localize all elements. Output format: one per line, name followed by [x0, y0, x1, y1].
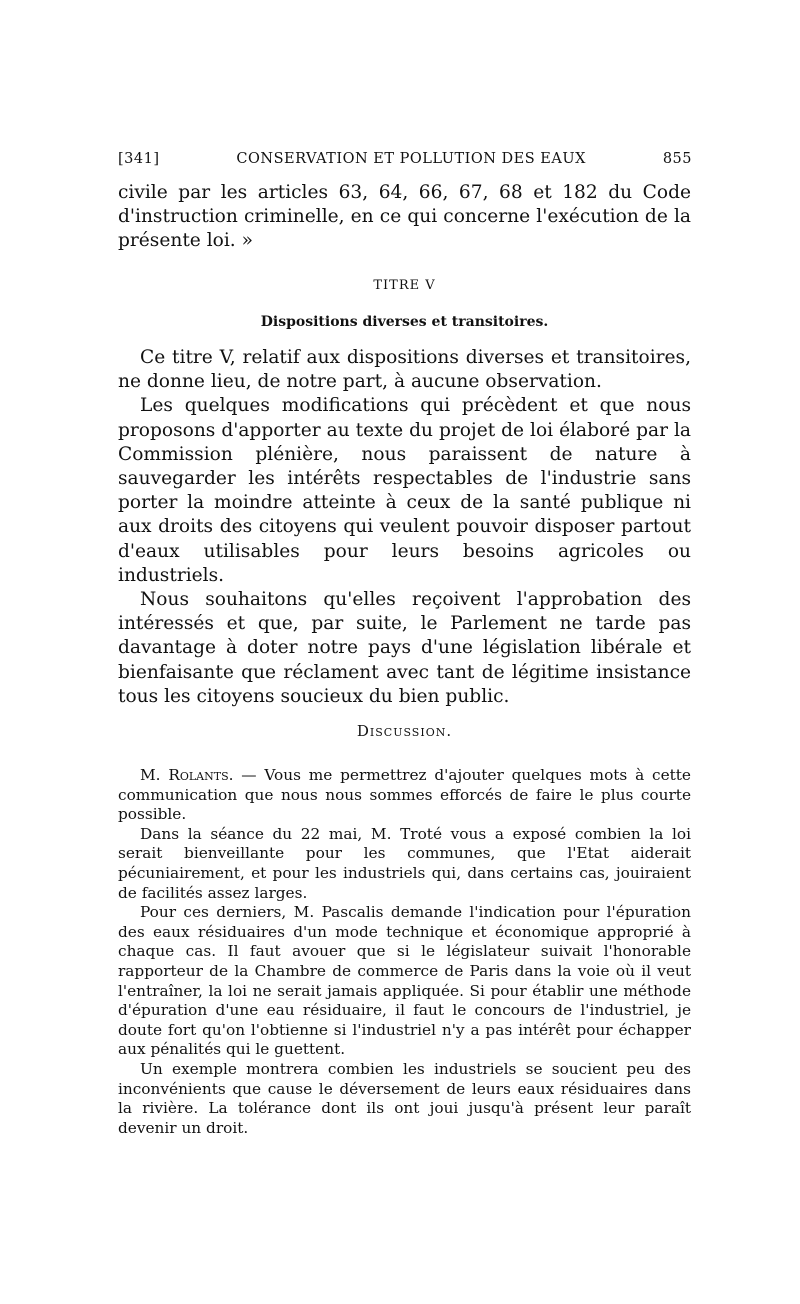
- section-title: TITRE V: [373, 278, 436, 293]
- page-reference: [341]: [118, 151, 160, 167]
- discussion-paragraph: Dans la séance du 22 mai, M. Troté vous a exposé combien la loi serait bienveillante pour les communes, que l'Etat aiderait pécuniairement, et pour les industriels qui, dans certains cas, jouiraient de facilités assez larges.: [118, 824, 691, 902]
- section-subtitle: Dispositions diverses et transitoires.: [260, 314, 549, 330]
- discussion-text: [118, 766, 691, 1138]
- speaker-name: M. Rolants.: [140, 766, 234, 784]
- discussion-paragraph: [118, 766, 691, 825]
- discussion-paragraph: Pour ces derniers, M. Pascalis demande l'indication pour l'épuration des eaux résiduaires d'un mode technique et économique approprié à chaque cas. Il faut avouer que si le législateur suivait l'honorable rapporteur de la Chambre de commerce de Paris dans la voie où il veut l'entraîner, la loi ne serait jamais appliquée. Si pour établir une méthode d'épuration d'une eau résiduaire, il faut le concours de l'industriel, je doute fort qu'on l'obtienne si l'industriel n'y a pas intérêt pour échapper aux pénalités qui le guettent.: [118, 903, 691, 1059]
- page-number: 855: [662, 151, 692, 167]
- discussion-heading: Discussion.: [356, 722, 453, 740]
- running-header: [118, 151, 692, 167]
- speaker-text: — Vous me permettrez d'ajouter quelques mots à cette communication que nous nous sommes efforcés de faire le plus courte possible.: [118, 766, 691, 824]
- body-paragraph: Les quelques modifications qui précèdent et que nous proposons d'apporter au texte du projet de loi élaboré par la Commission plénière, nous paraissent de nature à sauvegarder les intérêts respectables de l'industrie sans porter la moindre atteinte à ceux de la santé publique ni aux droits des citoyens qui veulent pouvoir disposer partout d'eaux utilisables pour leurs besoins agricoles ou industriels.: [118, 395, 691, 586]
- body-text: [118, 346, 691, 709]
- running-title: CONSERVATION ET POLLUTION DES EAUX: [236, 151, 586, 167]
- body-paragraph: Ce titre V, relatif aux dispositions diverses et transitoires, ne donne lieu, de notre part, à aucune observation.: [118, 347, 691, 393]
- discussion-paragraph: Un exemple montrera combien les industriels se soucient peu des inconvénients que cause le déversement de leurs eaux résiduaires dans la rivière. La tolérance dont ils ont joui jusqu'à présent leur paraît devenir un droit.: [118, 1059, 691, 1137]
- intro-paragraph: civile par les articles 63, 64, 66, 67, 68 et 182 du Code d'instruction criminelle, en ce qui concerne l'exécution de la présente loi. »: [118, 182, 691, 252]
- body-paragraph: Nous souhaitons qu'elles reçoivent l'approbation des intéressés et que, par suite, le Parlement ne tarde pas davantage à doter notre pays d'une législation libérale et bienfaisante que réclament avec tant de légitime insistance tous les citoyens soucieux du bien public.: [118, 589, 691, 707]
